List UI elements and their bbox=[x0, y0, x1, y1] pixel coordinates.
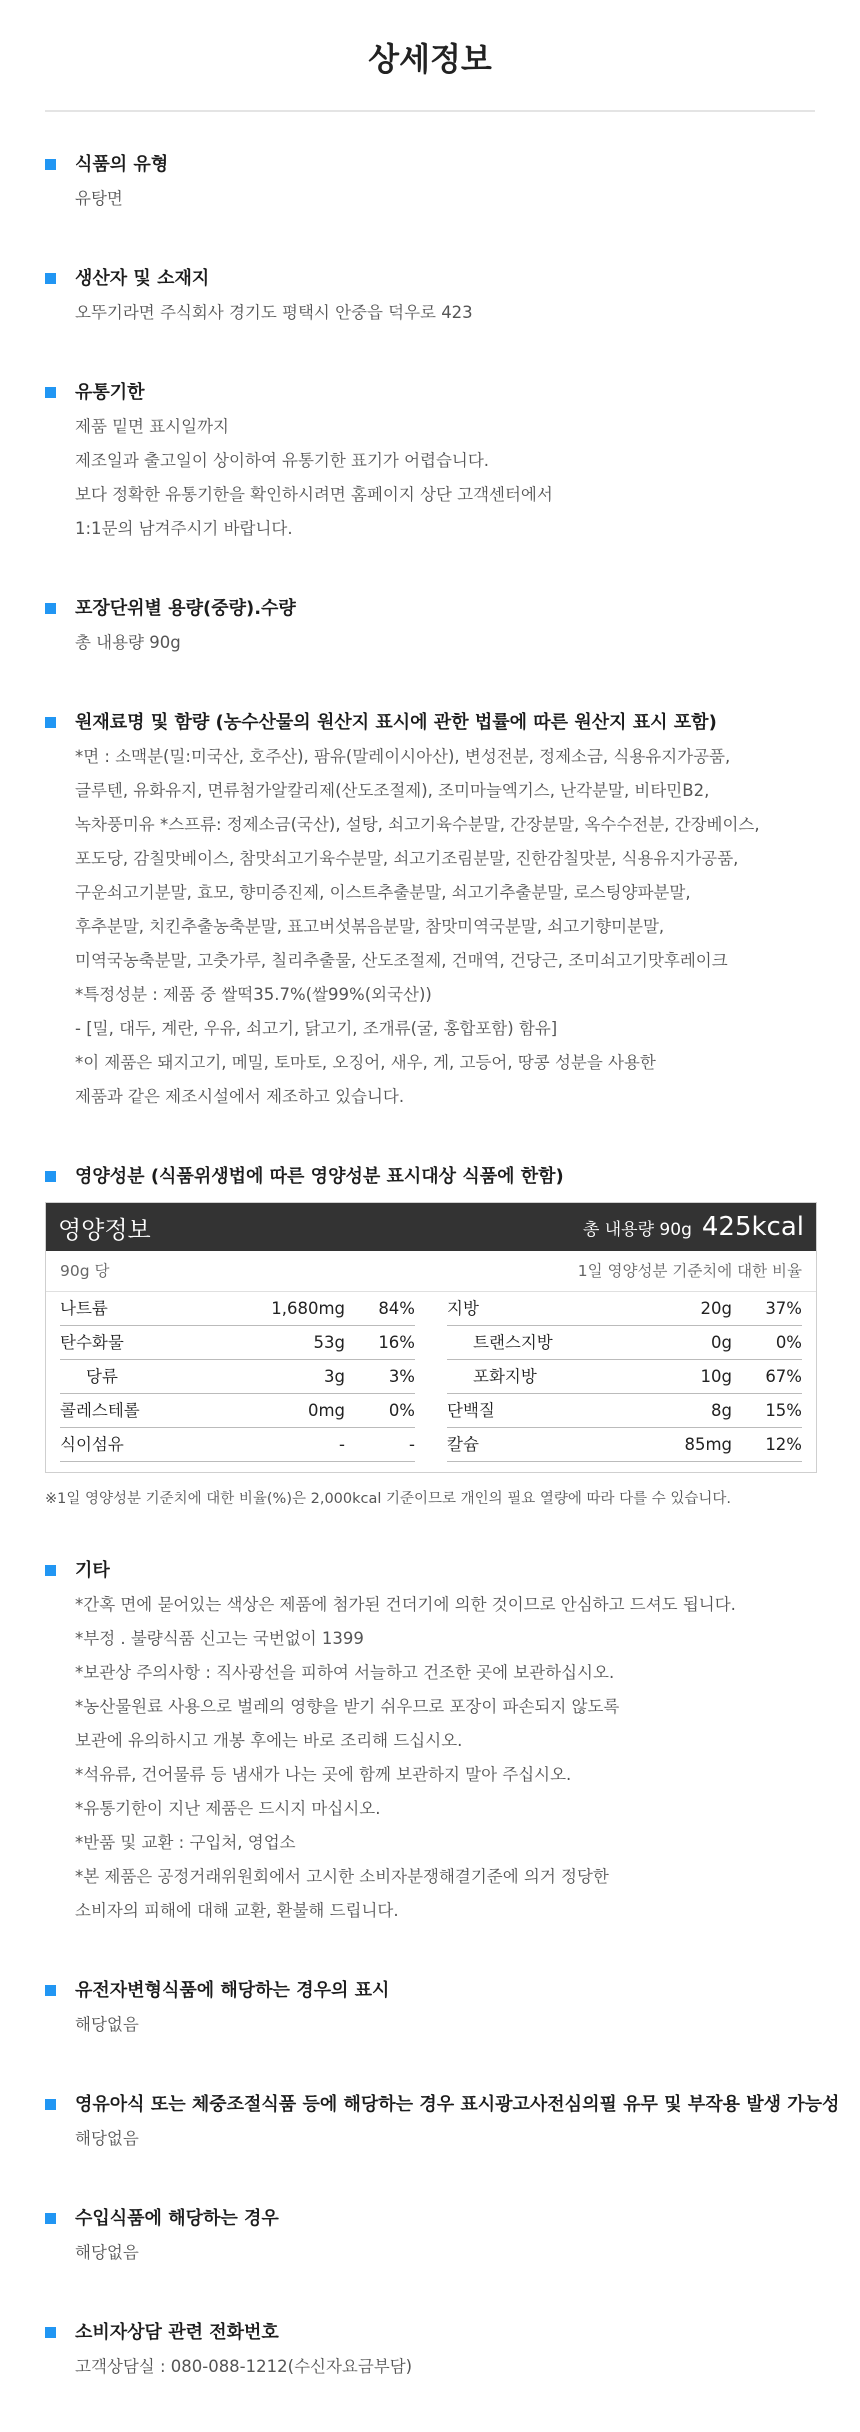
nutrition-subheader bbox=[46, 1251, 816, 1292]
nutrient-name: 단백질 bbox=[447, 1401, 495, 1420]
section-line: *반품 및 교환 : 구입처, 영업소 bbox=[75, 1833, 296, 1852]
nutrient-amount: 8g bbox=[711, 1401, 732, 1420]
nutrient-percent: 16% bbox=[378, 1333, 415, 1352]
section-line: *이 제품은 돼지고기, 메밀, 토마토, 오징어, 새우, 게, 고등어, 땅콩 성분을 사용한 bbox=[75, 1053, 656, 1072]
nutrient-percent: 67% bbox=[765, 1367, 802, 1386]
section-line: 소비자의 피해에 대해 교환, 환불해 드립니다. bbox=[75, 1901, 399, 1920]
nutrient-row bbox=[60, 1394, 415, 1428]
nutrient-row bbox=[447, 1292, 802, 1326]
info-section bbox=[45, 2318, 825, 2384]
info-section bbox=[45, 2204, 825, 2270]
info-section bbox=[45, 1556, 825, 1928]
nutrient-percent: 0% bbox=[388, 1401, 415, 1420]
section-line: 유탕면 bbox=[75, 189, 123, 208]
nutrient-name: 식이섬유 bbox=[60, 1435, 124, 1454]
section-title: 기타 bbox=[75, 1560, 110, 1581]
square-bullet-icon bbox=[45, 2099, 56, 2110]
section-line: 제품과 같은 제조시설에서 제조하고 있습니다. bbox=[75, 1087, 405, 1106]
section-line: 해당없음 bbox=[75, 2243, 139, 2262]
nutrient-name: 포화지방 bbox=[473, 1367, 537, 1386]
nutrient-name: 칼슘 bbox=[447, 1435, 479, 1454]
section-line: 해당없음 bbox=[75, 2015, 139, 2034]
nutrient-percent: 3% bbox=[388, 1367, 415, 1386]
section-title: 영유아식 또는 체중조절식품 등에 해당하는 경우 표시광고사전심의필 유무 및 부작용 발생 가능성 bbox=[75, 2094, 840, 2115]
section-line: 1:1문의 남겨주시기 바랍니다. bbox=[75, 519, 293, 538]
sections-after-nutrition bbox=[45, 1556, 840, 2384]
section-line: *본 제품은 공정거래위원회에서 고시한 소비자분쟁해결기준에 의거 정당한 bbox=[75, 1867, 609, 1886]
nutrient-name: 나트륨 bbox=[60, 1299, 108, 1318]
section-line: *보관상 주의사항 : 직사광선을 피하여 서늘하고 건조한 곳에 보관하십시오. bbox=[75, 1663, 615, 1682]
daily-ratio-label: 1일 영양성분 기준치에 대한 비율 bbox=[577, 1262, 802, 1280]
sections-before-nutrition bbox=[45, 150, 825, 1114]
info-section bbox=[45, 378, 825, 546]
nutrition-table-title: 영양정보 bbox=[58, 1215, 151, 1244]
nutrient-row bbox=[60, 1292, 415, 1326]
square-bullet-icon bbox=[45, 717, 56, 728]
section-body bbox=[75, 2350, 825, 2384]
section-body bbox=[75, 2236, 825, 2270]
nutrient-name: 당류 bbox=[86, 1367, 118, 1386]
nutrition-total bbox=[583, 1212, 804, 1242]
section-header bbox=[45, 150, 825, 180]
nutrient-name: 지방 bbox=[447, 1299, 479, 1318]
section-header bbox=[45, 708, 825, 738]
nutrient-percent: 12% bbox=[765, 1435, 802, 1454]
section-title: 원재료명 및 함량 (농수산물의 원산지 표시에 관한 법률에 따른 원산지 표시 포함) bbox=[75, 712, 717, 733]
title-divider bbox=[45, 110, 815, 112]
square-bullet-icon bbox=[45, 603, 56, 614]
total-amount: 총 내용량 90g bbox=[582, 1220, 692, 1240]
section-line: 고객상담실 : 080-088-1212(수신자요금부담) bbox=[75, 2357, 413, 2376]
square-bullet-icon bbox=[45, 2327, 56, 2338]
nutrient-row bbox=[447, 1326, 802, 1360]
nutrient-amount: 1,680mg bbox=[271, 1299, 345, 1318]
section-line: 구운쇠고기분말, 효모, 향미증진제, 이스트추출분말, 쇠고기추출분말, 로스팅양파분말, bbox=[75, 883, 691, 902]
info-section bbox=[45, 2090, 840, 2156]
info-section bbox=[45, 150, 825, 216]
section-body bbox=[75, 626, 825, 660]
section-line: 제품 밑면 표시일까지 bbox=[75, 417, 229, 436]
section-title: 포장단위별 용량(중량).수량 bbox=[75, 598, 296, 619]
section-body bbox=[75, 182, 825, 216]
section-line: *간혹 면에 묻어있는 색상은 제품에 첨가된 건더기에 의한 것이므로 안심하고 드셔도 됩니다. bbox=[75, 1595, 736, 1614]
section-line: *부정 . 불량식품 신고는 국번없이 1399 bbox=[75, 1629, 364, 1648]
section-header bbox=[45, 594, 825, 624]
nutrient-amount: 10g bbox=[700, 1367, 732, 1386]
nutrient-row bbox=[447, 1428, 802, 1462]
section-line: *석유류, 건어물류 등 냄새가 나는 곳에 함께 보관하지 말아 주십시오. bbox=[75, 1765, 572, 1784]
section-line: *유통기한이 지난 제품은 드시지 마십시오. bbox=[75, 1799, 381, 1818]
nutrient-amount: 53g bbox=[313, 1333, 345, 1352]
nutrient-amount: 0mg bbox=[307, 1401, 345, 1420]
section-line: 제조일과 출고일이 상이하여 유통기한 표기가 어렵습니다. bbox=[75, 451, 490, 470]
section-line: - [밀, 대두, 계란, 우유, 쇠고기, 닭고기, 조개류(굴, 홍합포함) 함유] bbox=[75, 1019, 558, 1038]
section-line: *특정성분 : 제품 중 쌀떡35.7%(쌀99%(외국산)) bbox=[75, 985, 432, 1004]
square-bullet-icon bbox=[45, 387, 56, 398]
section-body bbox=[75, 2122, 825, 2156]
detail-sections bbox=[45, 150, 840, 2432]
nutrient-name: 트랜스지방 bbox=[473, 1333, 553, 1352]
nutrient-percent: - bbox=[409, 1435, 415, 1454]
section-title: 생산자 및 소재지 bbox=[75, 268, 210, 289]
section-header bbox=[45, 1556, 825, 1586]
section-title: 영양성분 (식품위생법에 따른 영양성분 표시대상 식품에 한함) bbox=[75, 1166, 564, 1187]
nutrient-row bbox=[447, 1360, 802, 1394]
section-line: 후추분말, 치킨추출농축분말, 표고버섯볶음분말, 참맛미역국분말, 쇠고기향미분말, bbox=[75, 917, 665, 936]
nutrient-amount: 85mg bbox=[684, 1435, 732, 1454]
nutrition-left-column bbox=[60, 1292, 433, 1462]
nutrient-row bbox=[60, 1360, 415, 1394]
section-line: 미역국농축분말, 고춧가루, 칠리추출물, 산도조절제, 건매역, 건당근, 조미쇠고기맛후레이크 bbox=[75, 951, 728, 970]
page-title: 상세정보 bbox=[368, 40, 492, 78]
section-header bbox=[45, 1976, 825, 2006]
nutrient-percent: 37% bbox=[765, 1299, 802, 1318]
section-line: 포도당, 감칠맛베이스, 참맛쇠고기육수분말, 쇠고기조림분말, 진한감칠맛분, 식용유지가공품, bbox=[75, 849, 739, 868]
nutrient-percent: 84% bbox=[378, 1299, 415, 1318]
section-header bbox=[45, 1162, 825, 1192]
nutrition-section bbox=[45, 1162, 825, 1508]
section-line: *면 : 소맥분(밀:미국산, 호주산), 팜유(말레이시아산), 변성전분, 정제소금, 식용유지가공품, bbox=[75, 747, 731, 766]
nutrient-amount: 0g bbox=[711, 1333, 732, 1352]
nutrient-name: 콜레스테롤 bbox=[60, 1401, 140, 1420]
section-line: 녹차풍미유 *스프류: 정제소금(국산), 설탕, 쇠고기육수분말, 간장분말, 옥수수전분, 간장베이스, bbox=[75, 815, 760, 834]
section-line: 글루텐, 유화유지, 면류첨가알칼리제(산도조절제), 조미마늘엑기스, 난각분말, 비타민B2, bbox=[75, 781, 710, 800]
section-line: 총 내용량 90g bbox=[75, 633, 181, 652]
nutrient-percent: 0% bbox=[775, 1333, 802, 1352]
section-body bbox=[75, 410, 825, 546]
nutrient-amount: - bbox=[339, 1435, 345, 1454]
section-body bbox=[75, 2008, 825, 2042]
section-line: 해당없음 bbox=[75, 2129, 139, 2148]
nutrition-rows bbox=[46, 1292, 816, 1472]
square-bullet-icon bbox=[45, 1985, 56, 1996]
section-title: 소비자상담 관련 전화번호 bbox=[75, 2322, 279, 2343]
section-title: 식품의 유형 bbox=[75, 154, 169, 175]
section-body bbox=[75, 1588, 825, 1928]
nutrition-footnote: ※1일 영양성분 기준치에 대한 비율(%)은 2,000kcal 기준이므로 개인의 필요 열량에 따라 다를 수 있습니다. bbox=[45, 1491, 732, 1507]
section-header bbox=[45, 264, 825, 294]
section-line: 보다 정확한 유통기한을 확인하시려면 홈페이지 상단 고객센터에서 bbox=[75, 485, 553, 504]
section-line: *농산물원료 사용으로 벌레의 영향을 받기 쉬우므로 포장이 파손되지 않도록 bbox=[75, 1697, 620, 1716]
square-bullet-icon bbox=[45, 1171, 56, 1182]
nutrient-name: 탄수화물 bbox=[60, 1333, 124, 1352]
nutrient-row bbox=[447, 1394, 802, 1428]
nutrition-right-column bbox=[433, 1292, 802, 1462]
section-header bbox=[45, 2090, 840, 2120]
section-title: 수입식품에 해당하는 경우 bbox=[75, 2208, 279, 2229]
section-line: 보관에 유의하시고 개봉 후에는 바로 조리해 드십시오. bbox=[75, 1731, 463, 1750]
info-section bbox=[45, 708, 825, 1114]
section-title: 유전자변형식품에 해당하는 경우의 표시 bbox=[75, 1980, 390, 2001]
square-bullet-icon bbox=[45, 159, 56, 170]
square-bullet-icon bbox=[45, 1565, 56, 1576]
section-line: 오뚜기라면 주식회사 경기도 평택시 안중읍 덕우로 423 bbox=[75, 303, 473, 322]
per-serving-label: 90g 당 bbox=[60, 1262, 110, 1280]
total-kcal: 425kcal bbox=[701, 1212, 804, 1242]
info-section bbox=[45, 594, 825, 660]
square-bullet-icon bbox=[45, 273, 56, 284]
nutrient-row bbox=[60, 1428, 415, 1462]
info-section bbox=[45, 264, 825, 330]
nutrition-table-header bbox=[46, 1203, 816, 1251]
nutrient-amount: 3g bbox=[324, 1367, 345, 1386]
nutrient-amount: 20g bbox=[700, 1299, 732, 1318]
info-section bbox=[45, 1976, 825, 2042]
nutrition-table bbox=[45, 1202, 817, 1473]
square-bullet-icon bbox=[45, 2213, 56, 2224]
section-header bbox=[45, 378, 825, 408]
section-body bbox=[75, 740, 825, 1114]
section-header bbox=[45, 2318, 825, 2348]
nutrient-percent: 15% bbox=[765, 1401, 802, 1420]
section-header bbox=[45, 2204, 825, 2234]
nutrient-row bbox=[60, 1326, 415, 1360]
section-body bbox=[75, 296, 825, 330]
section-title: 유통기한 bbox=[75, 382, 145, 403]
